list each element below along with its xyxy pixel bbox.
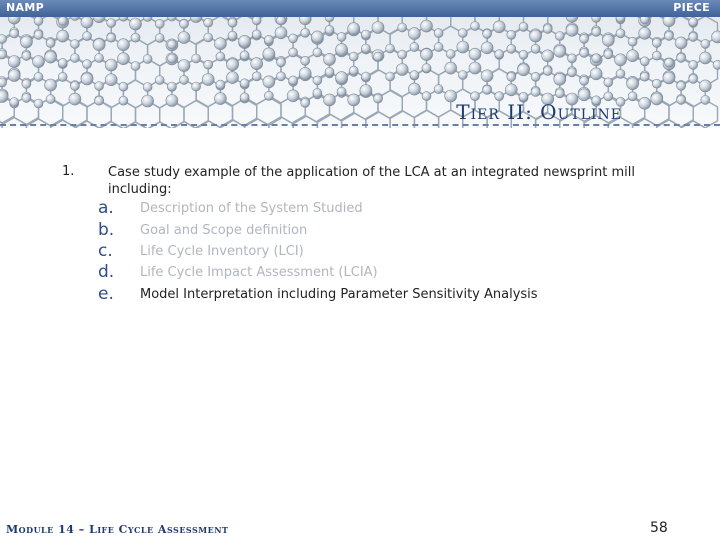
atom-sphere	[167, 82, 176, 91]
atom-sphere	[555, 32, 564, 41]
atom-sphere	[336, 72, 348, 84]
atom-sphere	[712, 31, 720, 43]
atom-sphere	[240, 79, 249, 88]
atom-sphere	[531, 44, 540, 53]
atom-sphere	[543, 25, 552, 34]
atom-sphere	[313, 76, 322, 85]
atom-sphere	[216, 80, 225, 89]
atom-sphere	[396, 64, 408, 76]
atom-sphere	[689, 17, 698, 26]
atom-sphere	[275, 27, 287, 39]
page-number: 58	[650, 520, 668, 536]
atom-sphere	[505, 84, 517, 96]
atom-sphere	[313, 48, 322, 57]
atom-sphere	[301, 56, 310, 65]
atom-sphere	[542, 50, 554, 62]
atom-sphere	[652, 79, 661, 88]
atom-sphere	[445, 90, 457, 102]
atom-sphere	[349, 52, 358, 61]
atom-sphere	[530, 30, 542, 42]
atom-sphere	[421, 20, 433, 32]
atom-sphere	[287, 90, 299, 102]
atom-sphere	[651, 93, 663, 105]
atom-sphere	[675, 37, 687, 49]
atom-sphere	[178, 32, 190, 44]
atom-sphere	[240, 51, 249, 60]
atom-sphere	[263, 76, 275, 88]
sub-item-text: Description of the System Studied	[140, 201, 363, 216]
atom-sphere	[374, 94, 383, 103]
title-divider	[0, 124, 720, 126]
atom-sphere	[214, 38, 226, 50]
atom-sphere	[398, 50, 407, 59]
atom-sphere	[34, 99, 43, 108]
atom-sphere	[699, 52, 711, 64]
atom-sphere	[374, 52, 383, 61]
atom-sphere	[277, 72, 286, 81]
atom-sphere	[264, 35, 273, 44]
atom-sphere	[372, 22, 384, 34]
atom-sphere	[566, 24, 578, 36]
atom-sphere	[70, 40, 79, 49]
atom-sphere	[143, 83, 152, 92]
atom-sphere	[311, 31, 323, 43]
atom-sphere	[386, 72, 395, 81]
outline-number: 1.	[62, 164, 75, 179]
atom-sphere	[167, 40, 176, 49]
organization-label: NAMP	[6, 1, 44, 14]
atom-sphere	[131, 62, 140, 71]
atom-sphere	[155, 19, 164, 28]
atom-sphere	[677, 81, 686, 90]
atom-sphere	[640, 72, 649, 81]
atom-sphere	[361, 44, 370, 53]
atom-sphere	[445, 62, 457, 74]
atom-sphere	[592, 27, 601, 36]
atom-sphere	[142, 95, 154, 107]
atom-sphere	[578, 89, 590, 101]
atom-sphere	[518, 64, 530, 76]
atom-sphere	[93, 39, 105, 51]
atom-sphere	[337, 87, 346, 96]
sub-item-d	[0, 262, 720, 284]
atom-sphere	[277, 58, 286, 67]
atom-sphere	[604, 78, 613, 87]
atom-sphere	[590, 68, 602, 80]
sub-item-text: Goal and Scope definition	[140, 223, 308, 238]
atom-sphere	[701, 95, 710, 104]
atom-sphere	[481, 70, 493, 82]
sub-item-c	[0, 241, 720, 263]
atom-sphere	[689, 32, 698, 41]
atom-sphere	[20, 36, 32, 48]
atom-sphere	[434, 29, 443, 38]
atom-sphere	[105, 74, 117, 86]
atom-sphere	[652, 51, 661, 60]
atom-sphere	[107, 19, 116, 28]
atom-sphere	[277, 16, 286, 25]
atom-sphere	[568, 54, 577, 63]
sub-item-text: Life Cycle Inventory (LCI)	[140, 244, 304, 259]
atom-sphere	[192, 54, 201, 63]
atom-sphere	[264, 91, 273, 100]
atom-sphere	[689, 60, 698, 69]
atom-sphere	[580, 34, 589, 43]
atom-sphere	[616, 29, 625, 38]
atom-sphere	[155, 76, 164, 85]
atom-sphere	[410, 43, 419, 52]
atom-sphere	[204, 18, 213, 27]
atom-sphere	[555, 89, 564, 98]
atom-sphere	[34, 16, 43, 25]
atom-sphere	[507, 30, 516, 39]
atom-sphere	[616, 69, 625, 78]
atom-sphere	[652, 38, 661, 47]
atom-sphere	[263, 48, 275, 60]
atom-sphere	[580, 76, 589, 85]
atom-sphere	[458, 71, 467, 80]
atom-sphere	[289, 48, 298, 57]
atom-sphere	[22, 51, 31, 60]
atom-sphere	[531, 88, 540, 97]
atom-sphere	[410, 71, 419, 80]
atom-sphere	[408, 28, 420, 40]
sub-item-letter: c.	[98, 241, 113, 261]
atom-sphere	[543, 67, 552, 76]
atom-sphere	[324, 94, 336, 106]
atom-sphere	[95, 96, 104, 105]
atom-sphere	[336, 44, 348, 56]
atom-sphere	[554, 45, 566, 57]
atom-sphere	[592, 54, 601, 63]
slide-title: Tier II: Outline	[456, 100, 622, 124]
atom-sphere	[22, 93, 31, 102]
atom-sphere	[216, 52, 225, 61]
atom-sphere	[0, 35, 7, 44]
atom-sphere	[639, 97, 651, 109]
atom-sphere	[70, 54, 79, 63]
atom-sphere	[105, 59, 117, 71]
atom-sphere	[469, 62, 481, 74]
atom-sphere	[0, 50, 7, 59]
atom-sphere	[348, 94, 360, 106]
atom-sphere	[701, 39, 710, 48]
atom-sphere	[83, 32, 92, 41]
atom-sphere	[81, 73, 93, 85]
atom-sphere	[251, 58, 263, 70]
atom-sphere	[301, 28, 310, 37]
atom-sphere	[83, 60, 92, 69]
atom-sphere	[117, 53, 129, 65]
atom-sphere	[58, 16, 67, 25]
atom-sphere	[421, 49, 433, 61]
atom-sphere	[483, 29, 492, 38]
atom-sphere	[361, 72, 370, 81]
sub-item-letter: d.	[98, 262, 115, 282]
atom-sphere	[299, 67, 311, 79]
atom-sphere	[677, 53, 686, 62]
atom-sphere	[554, 73, 566, 85]
atom-sphere	[348, 23, 360, 35]
top-bar	[0, 0, 720, 17]
atom-sphere	[95, 54, 104, 63]
atom-sphere	[8, 70, 20, 82]
atom-sphere	[602, 34, 614, 46]
atom-sphere	[34, 30, 43, 39]
atom-sphere	[458, 29, 467, 38]
atom-sphere	[398, 23, 407, 32]
program-label: PIECE	[673, 1, 710, 14]
atom-sphere	[483, 85, 492, 94]
atom-sphere	[663, 72, 675, 84]
atom-sphere	[57, 30, 69, 42]
atom-sphere	[457, 41, 469, 53]
atom-sphere	[228, 18, 237, 27]
atom-sphere	[689, 74, 698, 83]
atom-sphere	[178, 60, 190, 72]
atom-sphere	[665, 31, 674, 40]
atom-sphere	[252, 30, 261, 39]
atom-sphere	[143, 55, 152, 64]
atom-sphere	[252, 16, 261, 25]
atom-sphere	[627, 50, 639, 62]
atom-sphere	[180, 75, 189, 84]
atom-sphere	[313, 88, 322, 97]
atom-sphere	[289, 34, 298, 43]
sub-item-b	[0, 220, 720, 242]
module-footer: Module 14 – Life Cycle Assessment	[6, 523, 229, 536]
sub-item-text: Life Cycle Impact Assessment (LCIA)	[140, 265, 378, 280]
atom-sphere	[204, 60, 213, 69]
sub-item-letter: b.	[98, 220, 115, 240]
atom-sphere	[422, 64, 431, 73]
atom-sphere	[10, 29, 19, 38]
atom-sphere	[627, 78, 639, 90]
atom-sphere	[0, 78, 7, 87]
atom-sphere	[202, 74, 214, 86]
atom-sphere	[434, 43, 443, 52]
atom-sphere	[166, 95, 178, 107]
atom-sphere	[361, 30, 370, 39]
atom-sphere	[531, 72, 540, 81]
atom-sphere	[252, 72, 261, 81]
sub-item-letter: a.	[98, 198, 114, 218]
atom-sphere	[34, 72, 43, 81]
atom-sphere	[301, 98, 310, 107]
atom-sphere	[155, 34, 164, 43]
atom-sphere	[45, 79, 57, 91]
atom-sphere	[408, 83, 420, 95]
atom-sphere	[604, 50, 613, 59]
atom-sphere	[446, 50, 455, 59]
atom-sphere	[289, 76, 298, 85]
atom-sphere	[131, 33, 140, 42]
atom-sphere	[240, 93, 249, 102]
atom-sphere	[324, 53, 336, 65]
atom-sphere	[8, 56, 20, 68]
atom-sphere	[130, 18, 142, 30]
atom-sphere	[45, 51, 57, 63]
atom-sphere	[325, 67, 334, 76]
atom-sphere	[386, 44, 395, 53]
atom-sphere	[46, 95, 55, 104]
atom-sphere	[239, 35, 251, 47]
sub-item-a	[0, 198, 720, 220]
atom-sphere	[228, 31, 237, 40]
atom-sphere	[95, 82, 104, 91]
atom-sphere	[580, 48, 589, 57]
atom-sphere	[119, 82, 128, 91]
atom-sphere	[469, 48, 481, 60]
atom-sphere	[337, 32, 346, 41]
atom-sphere	[481, 42, 493, 54]
sub-item-text: Model Interpretation including Parameter Sensitivity Analysis	[140, 287, 538, 302]
atom-sphere	[713, 60, 720, 69]
atom-sphere	[214, 93, 226, 105]
atom-sphere	[434, 85, 443, 94]
atom-sphere	[10, 98, 19, 107]
atom-sphere	[58, 72, 67, 81]
atom-sphere	[117, 39, 129, 51]
atom-sphere	[665, 58, 674, 67]
atom-sphere	[519, 50, 528, 59]
atom-sphere	[33, 56, 45, 68]
atom-sphere	[422, 92, 431, 101]
atom-sphere	[507, 44, 516, 53]
atom-sphere	[360, 85, 372, 97]
atom-sphere	[699, 80, 711, 92]
atom-sphere	[349, 66, 358, 75]
outline-text: Case study example of the application of the LCA at an integrated newsprint mill including:	[108, 165, 636, 197]
atom-sphere	[119, 96, 128, 105]
atom-sphere	[22, 79, 31, 88]
atom-sphere	[69, 93, 81, 105]
atom-sphere	[107, 33, 116, 42]
atom-sphere	[640, 57, 649, 66]
atom-sphere	[628, 92, 637, 101]
atom-sphere	[46, 39, 55, 48]
atom-sphere	[507, 72, 516, 81]
atom-sphere	[58, 58, 67, 67]
atom-sphere	[568, 68, 577, 77]
atom-sphere	[628, 37, 637, 46]
atom-sphere	[615, 54, 627, 66]
atom-sphere	[677, 95, 686, 104]
atom-sphere	[192, 82, 201, 91]
atom-sphere	[325, 25, 334, 34]
atom-sphere	[167, 54, 176, 63]
sub-item-letter: e.	[98, 284, 114, 304]
atom-sphere	[639, 27, 651, 39]
atom-sphere	[519, 22, 528, 31]
atom-sphere	[493, 21, 505, 33]
atom-sphere	[81, 16, 93, 28]
atom-sphere	[227, 72, 239, 84]
atom-sphere	[204, 33, 213, 42]
atom-sphere	[495, 50, 504, 59]
sub-item-e	[0, 284, 720, 306]
atom-sphere	[471, 22, 480, 31]
atom-sphere	[70, 82, 79, 91]
atom-sphere	[180, 19, 189, 28]
atom-sphere	[227, 59, 239, 71]
hexagon-ring	[2, 118, 26, 129]
